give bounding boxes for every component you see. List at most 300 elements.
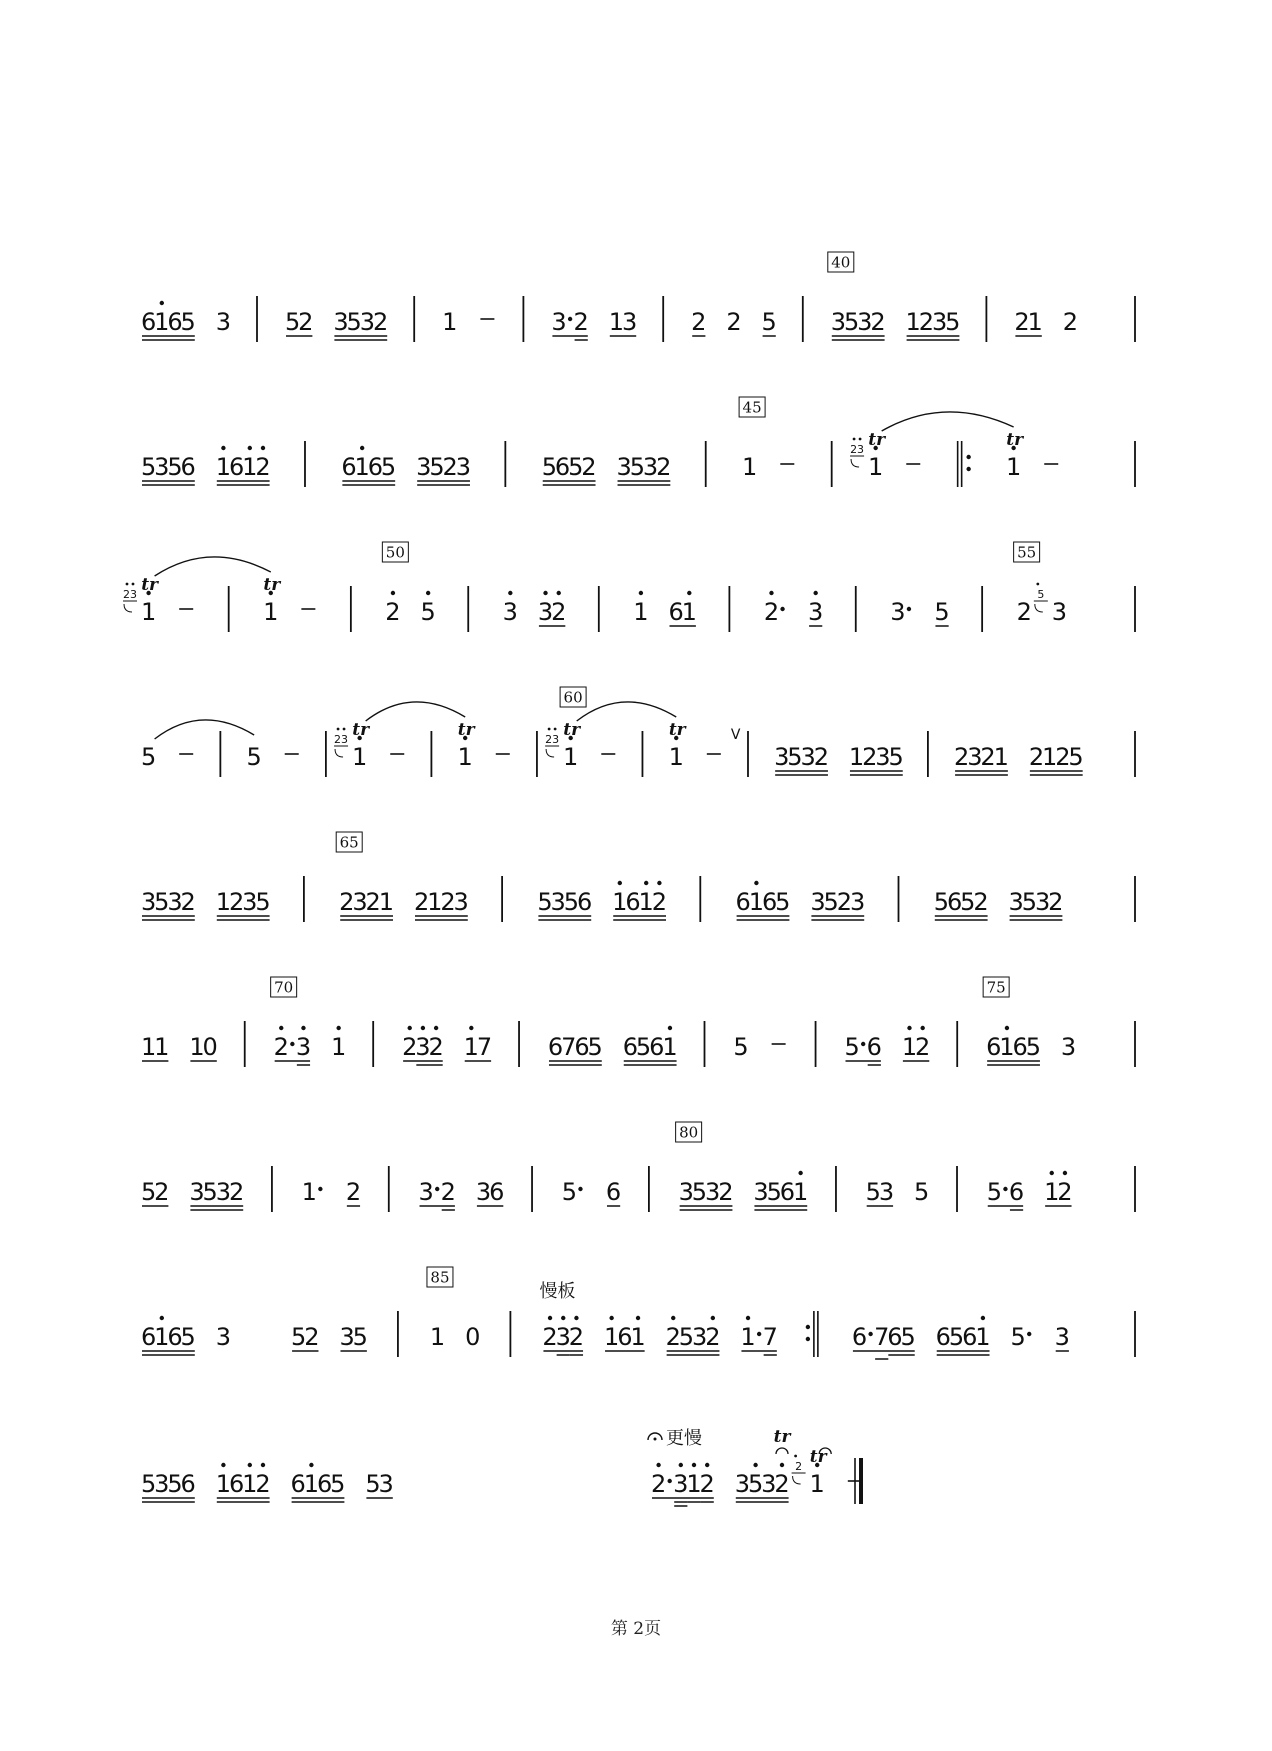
note: 5 [843,308,860,336]
breath-mark: V [730,727,741,743]
augmentation-dot [868,1332,872,1336]
note: 6 [228,453,245,481]
octave-dot [426,591,430,595]
note-group [902,1026,930,1061]
note: 3 [800,743,816,771]
note: 6 [554,453,571,481]
fermata-dot [654,1438,657,1441]
note: 5 [747,1470,764,1498]
page-number: 第 2页 [610,1619,662,1639]
octave-dot [1005,1026,1009,1030]
note: 1 [999,1033,1015,1061]
note: 1 [603,1323,620,1351]
note: 3 [753,1178,769,1206]
score-line [141,832,1135,922]
note: 5 [635,1033,652,1061]
note: 3 [140,888,157,916]
barline-final-thick [859,1458,863,1504]
note-group [1063,308,1078,336]
note: 3 [359,308,376,336]
octave-dot [336,1026,340,1030]
note-group [906,308,961,340]
note: 5 [140,453,157,481]
note-group [334,720,370,771]
note: 1 [301,1178,317,1206]
trill-icon: tr [1006,430,1024,450]
note: 2 [1048,888,1064,916]
measure [141,446,271,485]
note-group [421,591,436,626]
score-line [141,252,1135,342]
measure-number: 40 [831,253,851,272]
octave-dot [636,1316,640,1320]
note: 6 [986,1033,1002,1061]
note: 6 [167,1323,183,1351]
note: 1 [140,1033,157,1061]
note: 1 [662,1033,678,1061]
note: 1 [612,888,628,916]
measure [548,1026,678,1065]
note-group [141,301,196,340]
score-line [141,977,1135,1067]
note: 3 [415,1033,431,1061]
measure [733,1033,785,1061]
note: 5 [629,453,645,481]
note: 5 [346,308,362,336]
grace-note: 5 [1037,588,1045,601]
note: 2 [551,598,567,626]
note: 5 [775,888,791,916]
note: 2 [273,1033,289,1061]
measure [291,1323,368,1351]
note: 2 [154,1178,170,1206]
note-group [141,743,156,771]
note: 1 [1042,743,1058,771]
tempo-marking: 更慢 [666,1428,702,1449]
note: 2 [1028,743,1045,771]
note: 2 [973,888,989,916]
note: 6 [367,453,384,481]
note: 5 [844,1033,860,1061]
note-group [141,1033,169,1061]
note: 5 [587,1033,603,1061]
note-group [548,1033,603,1065]
octave-dot [248,446,252,450]
note: 1 [1005,453,1022,481]
note: 5 [1021,888,1038,916]
octave-dot [126,583,129,586]
note: 5 [1010,1323,1026,1351]
note: 2 [691,308,707,336]
grace-hook [851,459,859,467]
note: 6 [1008,1178,1025,1206]
note: 5 [140,1470,157,1498]
augmentation-dot [1003,1187,1007,1191]
note: 6 [341,453,357,481]
note: 1 [792,1178,809,1206]
tempo-marking: 慢板 [539,1281,576,1302]
note: 3 [810,888,826,916]
note: 3 [215,308,232,336]
note: 2 [656,453,672,481]
octave-dot [1036,583,1039,586]
note: 3 [808,598,824,626]
note-group [668,591,696,626]
note: 1 [905,308,921,336]
note-group [333,308,388,340]
note-group [735,1427,792,1502]
note: 1 [868,453,884,481]
note: 6 [946,888,963,916]
note: 3 [830,308,847,336]
note: 1 [1044,1178,1060,1206]
octave-dot [687,591,691,595]
note-group [612,881,667,920]
note-group [442,308,457,336]
note: 1 [457,743,473,771]
note-group [1055,1323,1070,1351]
octave-dot [554,728,557,731]
note: 5 [180,308,196,336]
note-group [246,743,261,771]
note: 2 [365,888,381,916]
note: 7 [561,1033,577,1061]
note-group [339,1323,367,1351]
note: 1 [354,453,370,481]
note-group [402,1026,444,1065]
note-group [866,1178,894,1206]
note: 1 [1027,308,1043,336]
measure [341,446,471,485]
octave-dot [769,591,773,595]
note: 7 [762,1323,778,1351]
note: 3 [189,1178,205,1206]
octave-dot [618,881,622,885]
note: 3 [502,598,518,626]
note: 6 [668,598,684,626]
note-group [1061,1033,1076,1061]
note-group [189,1178,244,1210]
note: 1 [442,308,458,336]
note-group [465,1323,480,1351]
octave-dot [794,1455,797,1458]
note-group [691,308,706,336]
note: 7 [874,1323,890,1351]
octave-dot [679,1463,683,1467]
score-line [141,1427,863,1506]
note: 1 [331,1033,347,1061]
measure [123,575,193,626]
note: 6 [649,1033,665,1061]
note-group [385,591,400,626]
measure [987,1171,1073,1210]
note-group [216,1323,231,1351]
note: 3 [550,888,566,916]
octave-dot [711,1316,715,1320]
note: 3 [551,308,567,336]
note: 2 [568,1323,585,1351]
note: 6 [605,1178,622,1206]
note: 3 [931,308,948,336]
measure [1006,430,1058,481]
note: 2 [573,308,589,336]
augmentation-dot [290,1042,294,1046]
note: 2 [862,743,878,771]
note: 2 [542,1323,558,1351]
note-group [1029,743,1084,775]
measure [442,308,494,336]
note: 1 [378,888,395,916]
note-group [651,1463,715,1506]
octave-dot [1050,1171,1054,1175]
note: 3 [215,1323,232,1351]
note: 3 [555,1323,571,1351]
note: 1 [975,1323,991,1351]
note: 5 [945,308,961,336]
octave-dot [337,728,340,731]
note: 6 [290,1470,306,1498]
measure [828,252,961,340]
measure [503,591,567,626]
grace-note: 2 [795,1460,803,1473]
note-group [331,1026,346,1061]
octave-dot [1063,1171,1067,1175]
note-group [1010,1323,1031,1351]
note: 5 [948,1323,965,1351]
measure [141,888,271,920]
note: 5 [140,1178,157,1206]
trill-icon: tr [457,720,475,740]
score-line [141,1122,1135,1212]
note: 6 [576,888,593,916]
measure [562,1178,621,1206]
note-group [414,888,469,920]
note: 1 [154,308,170,336]
octave-dot [853,438,856,441]
trill-icon: tr [352,720,370,740]
trill-icon: tr [809,1447,827,1467]
octave-dot [754,881,758,885]
measure-number: 65 [339,833,359,852]
note: 3 [890,598,906,626]
octave-dot [508,591,512,595]
augmentation-dot [907,607,911,611]
octave-dot [557,591,561,595]
note: 5 [180,1323,196,1351]
note-group [774,743,829,775]
slur [577,702,677,721]
octave-dot [813,591,817,595]
note: 3 [418,1178,434,1206]
note-group [141,1316,196,1355]
grace-hook [1035,604,1043,612]
note: 5 [255,888,271,916]
note: 2 [413,888,430,916]
octave-dot [668,1026,672,1030]
note-group [1014,308,1042,336]
octave-dot [705,1463,709,1467]
note: 6 [887,1323,903,1351]
note: 1 [463,1033,479,1061]
note: 2 [1055,743,1071,771]
measure [648,1427,862,1506]
slur [155,720,255,739]
measure [263,575,315,626]
measure [141,1033,218,1061]
note: 1 [140,598,157,626]
octave-dot [656,1463,660,1467]
note-group [606,1178,621,1206]
note: 6 [935,1323,951,1351]
note: 5 [330,1470,346,1498]
note-group [936,1316,991,1355]
note: 0 [465,1323,481,1351]
measure-number: 70 [274,978,294,997]
slur [366,702,466,721]
note-group [792,1447,832,1498]
measure [302,1178,361,1206]
note: 3 [691,1323,708,1351]
note: 5 [246,743,262,771]
note-group [545,720,581,771]
measure [676,1122,809,1210]
note: 3 [242,888,258,916]
score-line [123,542,1135,632]
measure [866,1178,930,1206]
octave-dot [746,1316,750,1320]
note: 5 [865,1178,881,1206]
note: 5 [888,743,904,771]
octave-dot [644,881,648,885]
octave-dot [609,1316,613,1320]
octave-dot [780,1463,784,1467]
trill-icon: tr [141,575,159,595]
note: 2 [1016,598,1032,626]
octave-dot [309,1463,313,1467]
octave-dot [798,1171,802,1175]
note: 5 [537,888,553,916]
note: 2 [699,1470,715,1498]
note: 5 [787,743,803,771]
measure [890,598,949,626]
note-group [753,1171,808,1210]
measure [246,743,298,771]
grace-note: 23 [545,733,560,746]
octave-dot [434,1026,438,1030]
note-group [291,1463,346,1502]
note: 3 [295,1033,312,1061]
score-line [141,397,1135,487]
note-group [623,1026,678,1065]
note-group [726,308,741,336]
octave-dot [391,591,395,595]
note: 6 [140,308,157,336]
note: 3 [734,1470,751,1498]
note: 2 [1062,308,1079,336]
measure-number: 75 [986,978,1006,997]
note: 1 [809,1470,825,1498]
measure [844,1026,930,1065]
trill-icon: tr [773,1427,791,1447]
note: 2 [870,308,886,336]
note: 6 [761,888,778,916]
note-group [538,591,566,626]
note: 0 [202,1033,218,1061]
note: 1 [630,1323,646,1351]
note: 1 [242,1470,258,1498]
trill-icon: tr [868,430,886,450]
note: 3 [857,308,873,336]
note: 3 [352,888,368,916]
measure [1014,542,1067,626]
measure [739,397,794,481]
octave-dot [160,301,164,305]
note: 3 [537,598,554,626]
note: 5 [541,453,557,481]
octave-dot [574,1316,578,1320]
note-group [808,591,823,626]
note: 2 [836,888,853,916]
note: 5 [561,1178,578,1206]
note-group [291,1323,319,1351]
note: 1 [748,888,765,916]
note: 2 [385,598,401,626]
note-group [216,1463,271,1502]
note-group [341,446,396,485]
measure [934,888,1064,920]
note: 1 [189,1033,205,1061]
note: 3 [967,743,983,771]
note: 5 [420,598,436,626]
measure [669,720,741,771]
note: 6 [180,453,196,481]
note-group [844,1033,881,1065]
augmentation-dot [568,317,572,321]
note-group [141,1470,196,1502]
measure-number: 80 [679,1123,699,1142]
note: 2 [1014,308,1030,336]
note: 6 [617,1323,633,1351]
grace-note: 23 [334,733,349,746]
note: 5 [154,888,170,916]
note: 3 [1008,888,1024,916]
note: 2 [718,1178,734,1206]
note: 2 [665,1323,681,1351]
note-group [934,888,989,920]
note-group [1009,888,1064,920]
note-group [810,888,865,920]
note-group [216,446,271,485]
octave-dot [261,1463,265,1467]
measure-number: 55 [1017,543,1037,562]
measure [983,977,1076,1065]
note: 1 [215,453,232,481]
note: 3 [616,453,632,481]
octave-dot [561,1316,565,1320]
note: 5 [766,1178,782,1206]
note: 2 [980,743,996,771]
note: 3 [333,308,349,336]
note-group [764,591,785,626]
note: 2 [918,308,935,336]
octave-dot [343,728,346,731]
note: 5 [568,453,584,481]
note-group [274,1026,311,1065]
note: 3 [774,743,790,771]
note: 1 [263,598,279,626]
note: 3 [673,1470,689,1498]
octave-dot [301,1026,305,1030]
